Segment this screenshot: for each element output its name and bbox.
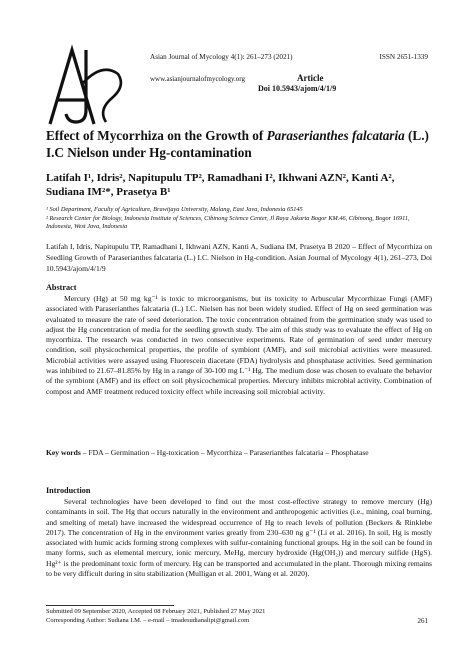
title-species: Paraserianthes falcataria [266,128,405,143]
footnote-divider [46,605,174,606]
title-part-1: Effect of Mycorrhiza on the Growth of [46,128,267,143]
abstract-text: Mercury (Hg) at 50 mg kg⁻¹ is toxic to microorganisms, but its toxicity to Arbuscular Mycorrhizae Fungi (AMF) associated with Paraserianthes falcataria (L.) I.C. Nielsen has not been widely studied. Effect of Hg on seed germination was evaluated to measure the rate of seed deterioration. The toxic concentration obtained from the germination study was used to adjust the Hg concentration of media for the seedling growth study. The aim of this study was to evaluate the effect of Hg on mycorrhiza. The research was conducted in two consecutive experiments. Rate of germination of seed under mercury condition, soil physicochemical properties, the profile of symbiont (AMF), and soil microbial activities were measured. Microbial activities were assayed using Fluorescein diacetate (FDA) hydrolysis and phosphatase activities. Seed germination was inhibited to 21.67–81.85% by Hg in a range of 30-100 mg L⁻¹ Hg. The medium dose was chosen to evaluate the behavior of the symbiont (AMF) and its effect on soil physicochemical properties. Mercury inhibits microbial activity. Combination of compost and AMF treatment reduced toxicity effect while increasing soil microbial activity. [46,294,432,396]
keywords-label: Key words [46,448,81,457]
introduction-heading: Introduction [46,486,91,495]
title-part-2: (L.) I.C Nielson under Hg-contamination [46,128,429,160]
journal-citation-header: Asian Journal of Mycology 4(1): 261–273 (2021) [150,53,293,61]
page-number: 261 [417,617,428,625]
affiliation-2: ² Research Center for Biology, Indonesia Institute of Sciences, Cibinong Science Center, Jl Raya Jakarta Bogor KM.46, Cibinong, Bogor 16911, Indonesia, West Java, Indonesia [46,214,410,230]
abstract-heading: Abstract [46,283,77,292]
journal-url-link[interactable]: www.asianjournalofmycology.org [150,75,245,83]
journal-logo [46,44,126,126]
submission-dates: Submitted 09 September 2020, Accepted 08 February 2021, Published 27 May 2021 [46,608,266,615]
issn: ISSN 2651-1339 [379,53,428,61]
keywords-list: – FDA – Germination – Hg-toxication – Mycorrhiza – Paraserianthes falcataria – Phosphatase [80,448,369,457]
article-type: Article [297,73,324,83]
article-title [46,128,436,161]
keywords [46,448,432,458]
logo-swirl [82,70,121,122]
affiliation-1: ¹ Soil Department, Faculty of Agriculture, Brawijaya University, Malang, East Java, Indonesia 65145 [46,206,303,213]
author-list: Latifah I¹, Idris², Napitupulu TP², Ramadhani I², Ikhwani AZN², Kanti A², Sudiana IM²*, Prasetya B¹ [46,172,395,198]
article-doi[interactable]: Doi 10.5943/ajom/4/1/9 [258,84,337,93]
introduction-text: Several technologies have been developed to find out the most cost-effective strategy to remove mercury (Hg) contaminants in soil. The Hg that occurs naturally in the environment and anthropogenic activities (i.e., mining, coal burning, and smelting of metal) have increased the widespread occurrence of Hg to reach levels of pollution (Beckers & Rinklebe 2017). The concentration of Hg in the environment varies greatly from 230–630 ng g⁻¹ (Li et al. 2016). In soil, Hg is mostly associated with humic acids forming strong complexes with sulfur-containing functional groups. Hg in the soil can be found in many forms, such as elemental mercury, ionic mercury, MeHg, mercury hydroxide (Hg(OH₂)) and mercury sulfide (HgS). Hg²⁺ is the predominant toxic form of mercury. Hg can be transported and accumulated in the plant. Thorough mixing remains to be very difficult during in situ stabilization (Mulligan et al. 2001, Wang et al. 2020). [46,497,432,579]
citation-block: Latifah I, Idris, Napitupulu TP, Ramadhani I, Ikhwani AZN, Kanti A, Sudiana IM, Prasetya B 2020 – Effect of Mycorrhiza on Seedling Growth of Paraserianthes falcataria (L.) I.C. Nielson in Hg-condition. Asian Journal of Mycology 4(1), 261–273, Doi 10.5943/ajom/4/1/9 [46,242,432,273]
affiliations [46,206,431,232]
corresponding-author: Corresponding Author: Sudiana I.M. – e-mail – imadesudianalipi@gmail.com [46,617,250,624]
